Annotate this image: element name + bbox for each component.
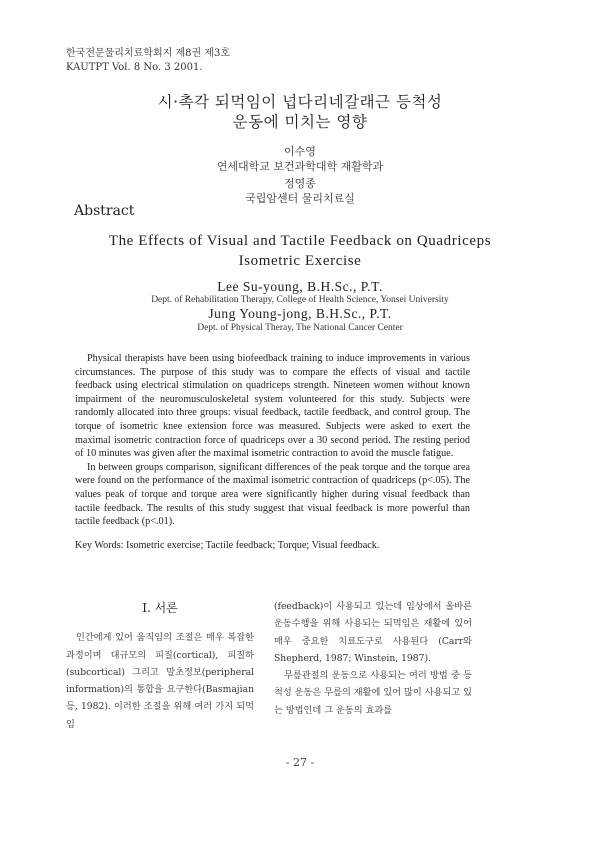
korean-title-line2: 운동에 미치는 영향 xyxy=(232,113,368,131)
abstract-paragraph-1: Physical therapists have been using biofeedback training to induce improvements in various circumstances. The purpose of this study was to compare the effects of visual and tactile feedback using electrical stimulation on quadriceps strength. Nineteen women without known impairment of the neuromusculoskeletal system volunteered for this study. Subjects were randomly allocated into three groups: visual feedback, tactile feedback, and control group. The torque of isometric knee extension force was measured. Subjects were asked to exert the maximal isometric contraction force of quadriceps over a 30 second period. The resting period of 10 minutes was given after the maximal isometric contraction to avoid the muscle fatigue. xyxy=(75,353,470,460)
english-affiliation-2: Dept. of Physical Theray, The National Cancer Center xyxy=(197,323,403,333)
abstract-paragraph-2: In between groups comparison, significant differences of the peak torque and the torque area were found on the performance of the maximal isometric contraction of quadriceps (p<.05). The values peak of torque and torque area were significantly higher during visual feedback than tactile feedback. The results of this study suggest that visual feedback is more powerful than tactile feedback (p<.01). xyxy=(75,461,470,528)
intro-paragraph-right-1: (feedback)이 사용되고 있는데 임상에서 올바른 운동수행을 위해 사용되는 되먹임은 재활에 있어 매우 중요한 치료도구로 사용된다 (Carr와 Shepherd, 1987; Winstein, 1987). xyxy=(274,601,472,664)
english-title-line1: The Effects of Visual and Tactile Feedback on Quadriceps xyxy=(108,233,492,249)
intro-paragraph-right-2: 무릎관절의 운동으로 사용되는 여러 방법 중 등척성 운동은 무릎의 재활에 있어 많이 사용되고 있는 방법인데 그 운동의 효과를 xyxy=(274,670,472,716)
korean-affiliation-2: 국립암센터 물리치료실 xyxy=(245,192,355,205)
korean-title-line1: 시·촉각 되먹임이 넙다리네갈래근 등척성 xyxy=(157,93,443,111)
english-affiliation-1: Dept. of Rehabilitation Therapy, College of Health Science, Yonsei University xyxy=(151,295,449,305)
left-column xyxy=(66,600,254,733)
korean-author-2: 정영종 xyxy=(284,177,316,190)
korean-author-1: 이수영 xyxy=(284,145,316,158)
keywords: Key Words: Isometric exercise; Tactile feedback; Torque; Visual feedback. xyxy=(75,540,380,551)
journal-header xyxy=(66,47,230,75)
journal-name-korean: 한국전문물리치료학회지 제8권 제3호 xyxy=(66,48,230,59)
abstract-body xyxy=(75,352,470,529)
section-heading-introduction: I. 서론 xyxy=(142,601,178,615)
english-title-line2: Isometric Exercise xyxy=(238,253,362,269)
journal-volume-info: KAUTPT Vol. 8 No. 3 2001. xyxy=(66,62,203,73)
right-column xyxy=(274,598,472,719)
korean-affiliation-1: 연세대학교 보건과학대학 재활학과 xyxy=(216,160,384,173)
intro-paragraph-left: 인간에게 있어 움직임의 조절은 매우 복잡한 과정이며 대규모의 피질(cortical), 피질하(subcortical) 그리고 말초정보(peripheral information)의 통합을 요구한다(Basmajian 등, 1982). 이러한 조절을 위해 여러 가지 되먹임 xyxy=(66,632,254,730)
page-number: - 27 - xyxy=(285,756,315,769)
abstract-heading: Abstract xyxy=(74,203,135,219)
english-author-2: Jung Young-jong, B.H.Sc., P.T. xyxy=(208,306,392,321)
english-author-1: Lee Su-young, B.H.Sc., P.T. xyxy=(217,279,383,294)
